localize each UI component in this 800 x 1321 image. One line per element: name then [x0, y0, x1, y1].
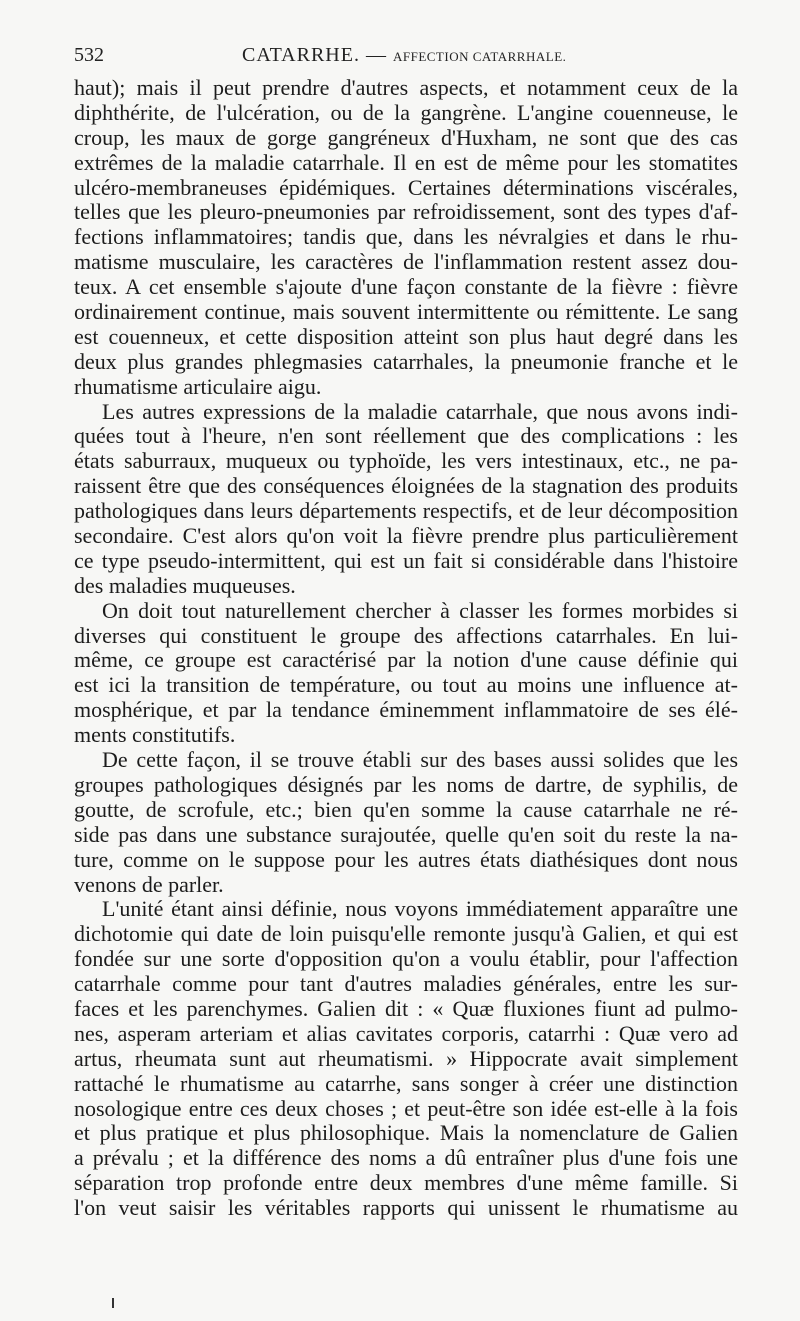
paragraph-start-line: De cette façon, il se trouve établi sur des bases aussi solides que les: [102, 748, 738, 773]
text-line: croup, les maux de gorge gangréneux d'Huxham, ne sont que des cas: [74, 125, 738, 150]
stray-mark: [112, 1298, 114, 1308]
text-line: l'on veut saisir les véritables rapports qui unissent le rhumatisme au: [74, 1196, 738, 1221]
text-line: extrêmes de la maladie catarrhale. Il en est de même pour les stomatites: [74, 150, 738, 175]
text-line: venons de parler.: [74, 872, 224, 897]
text-line: états saburraux, muqueux ou typhoïde, les vers intestinaux, etc., ne pa-: [74, 449, 738, 474]
text-line: a prévalu ; et la différence des noms a dû entraîner plus d'une fois une: [74, 1146, 738, 1171]
page-number: 532: [74, 44, 104, 66]
text-line: secondaire. C'est alors qu'on voit la fièvre prendre plus particulièrement: [74, 524, 738, 549]
text-line: est ici la transition de température, ou tout au moins une influence at-: [74, 673, 738, 698]
text-line: fondée sur une sorte d'opposition qu'on a voulu établir, pour l'affection: [74, 947, 738, 972]
running-title-separator: —: [365, 44, 387, 66]
text-line: side pas dans une substance surajoutée, quelle qu'en soit du reste la na-: [74, 822, 738, 847]
text-line: ments constitutifs.: [74, 723, 236, 748]
text-line: ordinairement continue, mais souvent intermittente ou rémittente. Le sang: [74, 300, 738, 325]
text-line: ce type pseudo-intermittent, qui est un fait si considérable dans l'histoire: [74, 548, 738, 573]
running-title-section: AFFECTION CATARRHALE.: [392, 49, 567, 64]
text-line: [74, 1221, 738, 1246]
text-line: catarrhale comme pour tant d'autres maladies générales, entre les sur-: [74, 972, 738, 997]
text-line: des maladies muqueuses.: [74, 573, 296, 598]
text-line: nes, asperam arteriam et alias cavitates corporis, catarrhi : Quæ vero ad: [74, 1021, 738, 1046]
paragraph-start-line: Les autres expressions de la maladie catarrhale, que nous avons indi-: [102, 399, 738, 424]
text-line: pathologiques dans leurs départements respectifs, et de leur décomposition: [74, 499, 738, 524]
text-line: séparation trop profonde entre deux membres d'une même famille. Si: [74, 1171, 738, 1196]
running-title-main: CATARRHE.: [242, 44, 360, 66]
text-line: mosphérique, et par la tendance éminemment inflammatoire de ses élé-: [74, 698, 738, 723]
text-line: rhumatisme articulaire aigu.: [74, 374, 322, 399]
text-line: est couenneux, et cette disposition atteint son plus haut degré dans les: [74, 324, 738, 349]
text-line: faces et les parenchymes. Galien dit : « Quæ fluxiones fiunt ad pulmo-: [74, 996, 738, 1021]
text-line: quées tout à l'heure, n'en sont réellement que des complications : les: [74, 424, 738, 449]
text-line: goutte, de scrofule, etc.; bien qu'en somme la cause catarrhale ne ré-: [74, 797, 738, 822]
text-line: raissent être que des conséquences éloignées de la stagnation des produits: [74, 474, 738, 499]
text-line: telles que les pleuro-pneumonies par refroidissement, sont des types d'af-: [74, 200, 738, 225]
text-line: teux. A cet ensemble s'ajoute d'une façon constante de la fièvre : fièvre: [74, 275, 738, 300]
text-line: et plus pratique et plus philosophique. Mais la nomenclature de Galien: [74, 1121, 738, 1146]
text-line: nosologique entre ces deux choses ; et peut-être son idée est-elle à la fois: [74, 1096, 738, 1121]
running-title: [242, 44, 566, 67]
text-line: dichotomie qui date de loin puisqu'elle remonte jusqu'à Galien, et qui est: [74, 922, 738, 947]
text-line: deux plus grandes phlegmasies catarrhales, la pneumonie franche et le: [74, 349, 738, 374]
text-line: rattaché le rhumatisme au catarrhe, sans songer à créer une distinction: [74, 1071, 738, 1096]
text-line: même, ce groupe est caractérisé par la notion d'une cause définie qui: [74, 648, 738, 673]
text-line: fections inflammatoires; tandis que, dans les névralgies et dans le rhu-: [74, 225, 738, 250]
text-line: artus, rheumata sunt aut rheumatismi. » Hippocrate avait simplement: [74, 1046, 738, 1071]
text-line: ture, comme on le suppose pour les autres états diathésiques dont nous: [74, 847, 738, 872]
paragraph-start-line: L'unité étant ainsi définie, nous voyons immédiatement apparaître une: [102, 897, 738, 922]
page-header: [74, 44, 736, 74]
text-line: haut); mais il peut prendre d'autres aspects, et notamment ceux de la: [74, 76, 738, 100]
body-text: [74, 76, 738, 1246]
text-line: ulcéro-membraneuses épidémiques. Certaines déterminations viscérales,: [74, 175, 738, 200]
paragraph-start-line: On doit tout naturellement chercher à classer les formes morbides si: [102, 598, 738, 623]
text-line: matisme musculaire, les caractères de l'inflammation restent assez dou-: [74, 250, 738, 275]
text-line: diphthérite, de l'ulcération, ou de la gangrène. L'angine couenneuse, le: [74, 100, 738, 125]
text-line: diverses qui constituent le groupe des affections catarrhales. En lui-: [74, 623, 738, 648]
text-line: groupes pathologiques désignés par les noms de dartre, de syphilis, de: [74, 772, 738, 797]
